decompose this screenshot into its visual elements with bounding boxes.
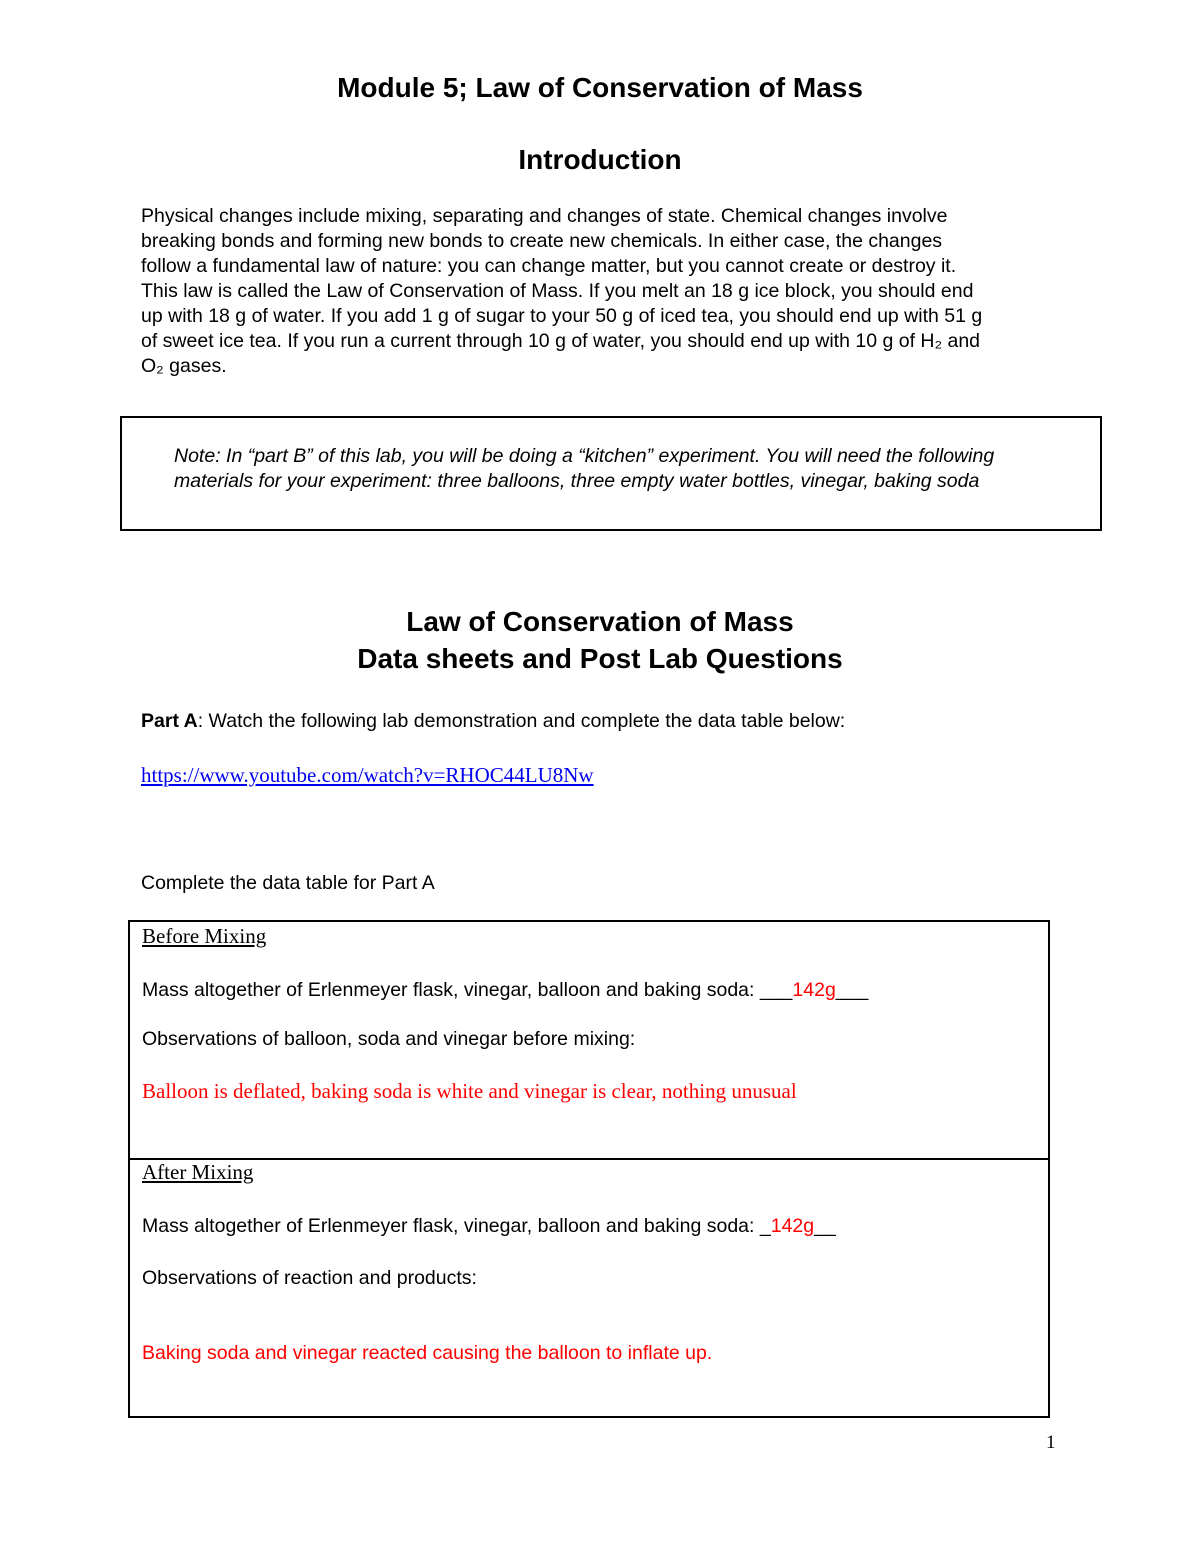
before-mass-line bbox=[142, 979, 868, 1002]
introduction-heading: Introduction bbox=[518, 144, 682, 175]
after-mass-line bbox=[142, 1215, 836, 1238]
before-mixing-heading: Before Mixing bbox=[142, 924, 267, 948]
part-a-instruction-text: : Watch the following lab demonstration and complete the data table below: bbox=[197, 710, 846, 732]
before-observations-label: Observations of balloon, soda and vinegar before mixing: bbox=[142, 1028, 636, 1050]
after-mixing-heading: After Mixing bbox=[142, 1160, 254, 1184]
table-intro-text: Complete the data table for Part A bbox=[141, 872, 435, 894]
after-mass-label: Mass altogether of Erlenmeyer flask, vinegar, balloon and baking soda: _ bbox=[142, 1215, 771, 1237]
intro-line: O₂ gases. bbox=[141, 355, 227, 377]
after-observations-label: Observations of reaction and products: bbox=[142, 1267, 477, 1289]
intro-line: breaking bonds and forming new bonds to create new chemicals. In either case, the changes bbox=[141, 230, 943, 252]
after-observations-answer: Baking soda and vinegar reacted causing the balloon to inflate up. bbox=[142, 1342, 713, 1364]
note-text bbox=[174, 444, 994, 494]
part-a-label: Part A bbox=[141, 710, 198, 732]
youtube-link[interactable]: https://www.youtube.com/watch?v=RHOC44LU8Nw bbox=[141, 763, 594, 787]
section-title-line-1: Law of Conservation of Mass bbox=[406, 606, 794, 637]
intro-line: Physical changes include mixing, separating and changes of state. Chemical changes involve bbox=[141, 205, 948, 227]
module-title: Module 5; Law of Conservation of Mass bbox=[337, 72, 863, 103]
after-mass-value: 142g bbox=[770, 1215, 815, 1237]
before-observations-answer: Balloon is deflated, baking soda is white and vinegar is clear, nothing unusual bbox=[142, 1079, 797, 1103]
intro-line: This law is called the Law of Conservation of Mass. If you melt an 18 g ice block, you should end bbox=[141, 280, 974, 302]
before-mass-label: Mass altogether of Erlenmeyer flask, vinegar, balloon and baking soda: ___ bbox=[142, 979, 793, 1001]
page-number: 1 bbox=[1046, 1432, 1056, 1453]
introduction-paragraph bbox=[141, 204, 1081, 379]
intro-line: up with 18 g of water. If you add 1 g of sugar to your 50 g of iced tea, you should end up with 51 g bbox=[141, 305, 983, 327]
intro-line: follow a fundamental law of nature: you can change matter, but you cannot create or destroy it. bbox=[141, 255, 957, 277]
section-title-line-2: Data sheets and Post Lab Questions bbox=[357, 643, 843, 674]
note-line: Note: In “part B” of this lab, you will be doing a “kitchen” experiment. You will need the following bbox=[174, 445, 995, 467]
table-divider bbox=[130, 1158, 1048, 1160]
before-mass-value: 142g bbox=[792, 979, 836, 1001]
part-a-instruction bbox=[141, 710, 845, 733]
note-line: materials for your experiment: three balloons, three empty water bottles, vinegar, baking soda bbox=[174, 470, 980, 492]
note-box bbox=[120, 416, 1102, 531]
after-mass-suffix: __ bbox=[814, 1215, 836, 1237]
before-mass-suffix: ___ bbox=[835, 979, 869, 1001]
data-table bbox=[128, 920, 1050, 1418]
intro-line: of sweet ice tea. If you run a current through 10 g of water, you should end up with 10 g of H₂ and bbox=[141, 330, 981, 352]
section-title bbox=[0, 603, 1200, 677]
